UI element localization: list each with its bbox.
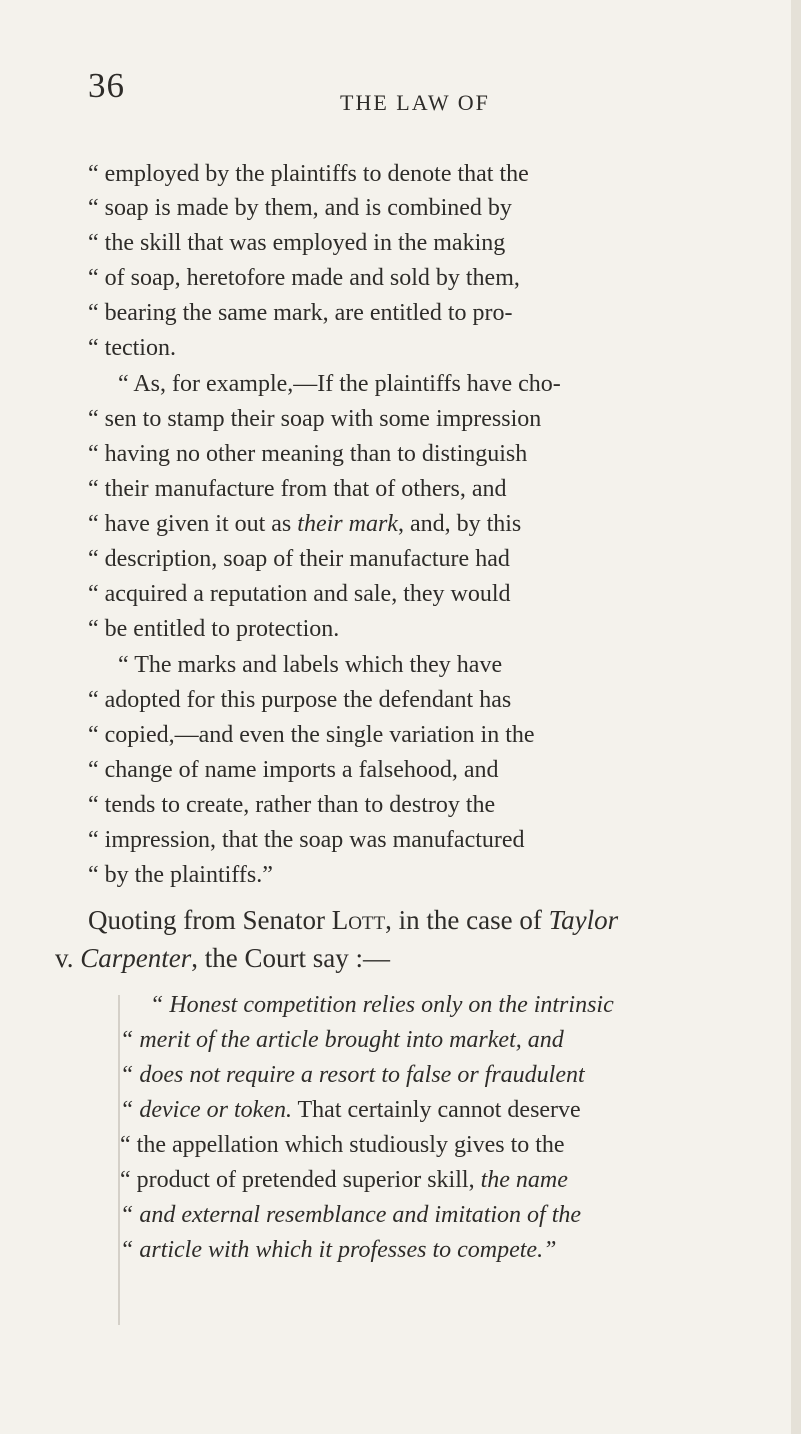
page-number: 36 [88, 66, 125, 105]
text-line: “ copied,—and even the single variation in the [88, 722, 535, 748]
text-line: “ by the plaintiffs.” [88, 862, 273, 888]
text-line: “ employed by the plaintiffs to denote that the [88, 161, 529, 187]
text-line: “ bearing the same mark, are entitled to pro- [88, 300, 513, 326]
text-line [55, 942, 390, 974]
text-line: “ description, soap of their manufacture had [88, 546, 510, 572]
paper-edge [791, 0, 801, 1434]
text-line: “ soap is made by them, and is combined by [88, 195, 512, 221]
text-line: “ having no other meaning than to distinguish [88, 441, 528, 467]
case-name-taylor: Taylor [548, 905, 619, 935]
text-line: “ be entitled to protection. [88, 616, 340, 642]
text-line [120, 1165, 568, 1195]
text-line: “ the appellation which studiously gives to the [120, 1132, 565, 1158]
text-line: “ does not require a resort to false or fraudulent [120, 1062, 585, 1088]
text-segment: “ have given it out as [88, 511, 298, 537]
text-segment: v. [55, 943, 81, 973]
text-line [120, 1095, 581, 1125]
emphasis-their-mark: their mark [297, 511, 398, 537]
text-line: “ of soap, heretofore made and sold by them, [88, 265, 520, 291]
text-line: “ tends to create, rather than to destroy the [88, 792, 496, 818]
text-line: “ and external resemblance and imitation of the [120, 1202, 582, 1228]
text-segment: , the Court say :— [191, 943, 390, 973]
text-segment: , and, by this [397, 511, 522, 537]
text-line: “ sen to stamp their soap with some impression [88, 406, 542, 432]
text-line: “ Honest competition relies only on the intrinsic [150, 992, 614, 1018]
emphasis-the-name: the name [480, 1167, 568, 1193]
text-line: “ change of name imports a falsehood, and [88, 757, 499, 783]
text-segment: Quoting from Senator [88, 905, 332, 935]
text-line: “ tection. [88, 335, 176, 361]
text-line: “ The marks and labels which they have [118, 652, 503, 678]
text-line: “ their manufacture from that of others, and [88, 476, 507, 502]
text-segment: That certainly cannot deserve [291, 1097, 581, 1123]
text-line: “ merit of the article brought into market, and [120, 1027, 564, 1053]
senator-name: Lott [331, 905, 386, 935]
text-line: “ article with which it professes to compete.” [120, 1237, 557, 1263]
text-line: “ acquired a reputation and sale, they would [88, 581, 511, 607]
text-line [88, 904, 618, 936]
text-segment: “ device or token. [120, 1097, 292, 1123]
text-line: “ impression, that the soap was manufactured [88, 827, 525, 853]
case-name-carpenter: Carpenter [80, 943, 192, 973]
text-line: “ As, for example,—If the plaintiffs have cho- [118, 371, 561, 397]
text-segment: “ product of pretended superior skill, [120, 1167, 481, 1193]
text-segment: , in the case of [385, 905, 549, 935]
running-head: THE LAW OF [340, 90, 490, 115]
text-line: “ adopted for this purpose the defendant has [88, 687, 512, 713]
text-line: “ the skill that was employed in the making [88, 230, 506, 256]
text-line [88, 509, 521, 539]
